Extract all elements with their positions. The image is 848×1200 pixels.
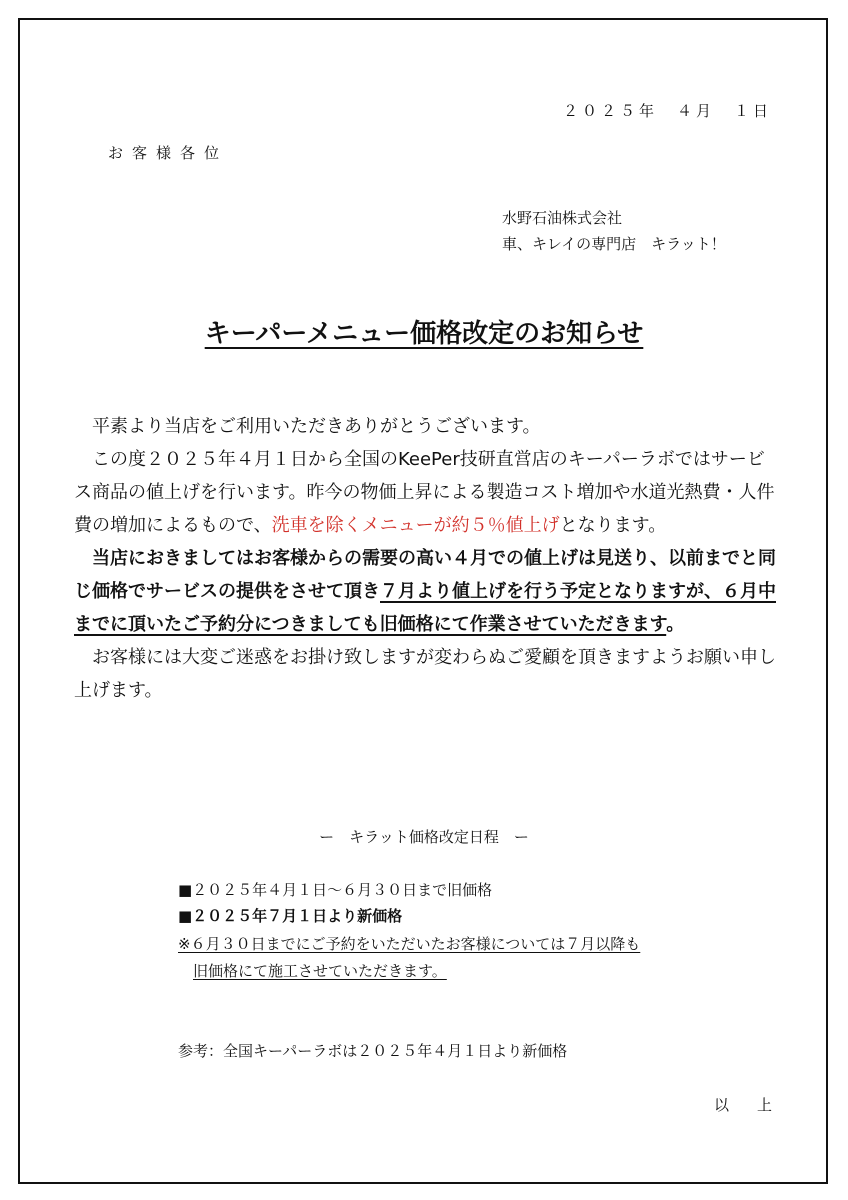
company-name: 水野石油株式会社 xyxy=(502,209,623,227)
price-change-text-end: となります。 xyxy=(559,515,667,536)
reference-note: 参考：全国キーパーラボは２０２５年４月１日より新価格 xyxy=(178,1042,568,1060)
apology-paragraph: お客様には大変ご迷惑をお掛け致しますが変わらぬご愛顧を頂きますようお願い申し上げます。 xyxy=(74,647,776,701)
store-policy-underlined: ７月より値上げを行う予定となりますが、６月中までに頂いたご予約分につきましても旧価格にて作業させていただきます xyxy=(74,581,776,635)
notice-title: キーパーメニュー価格改定のお知らせ xyxy=(204,319,644,349)
store-policy-end: 。 xyxy=(666,614,685,635)
schedule-note-line-1: ※６月３０日までにご予約をいただいたお客様については７月以降も xyxy=(178,935,641,953)
price-change-text: この度２０２５年４月１日から全国のKeePer技研直営店のキーパーラボではサービス商品の値上げを行います。昨今の物価上昇による製造コスト増加や水道光熱費・人件費の増加によるもので、 xyxy=(74,449,775,536)
document-date: ２０２５年 ４月 １日 xyxy=(562,102,772,120)
schedule-new-price: ■２０２５年７月１日より新価格 xyxy=(178,907,403,925)
schedule-old-price: ■２０２５年４月１日～６月３０日まで旧価格 xyxy=(178,881,493,899)
greeting-paragraph: 平素より当店をご利用いただきありがとうございます。 xyxy=(92,416,541,437)
shop-name: 車、キレイの専門店 キラット！ xyxy=(502,235,726,253)
price-change-paragraph xyxy=(74,443,776,542)
schedule-note-line-2: 旧価格にて施工させていただきます。 xyxy=(193,962,447,980)
price-increase-highlight: 洗車を除くメニューが約５％値上げ xyxy=(271,515,560,536)
store-policy-paragraph xyxy=(74,542,776,641)
addressee: お客様各位 xyxy=(108,144,229,162)
store-policy-text: 当店におきましてはお客様からの需要の高い４月での値上げは見送り、以前までと同じ価格でサービスの提供をさせて頂き xyxy=(74,548,776,602)
closing-mark: 以上 xyxy=(713,1096,800,1114)
schedule-heading: ー キラット価格改定日程 ー xyxy=(319,828,529,846)
notice-body xyxy=(74,410,776,707)
notice-title-wrap xyxy=(0,313,848,350)
